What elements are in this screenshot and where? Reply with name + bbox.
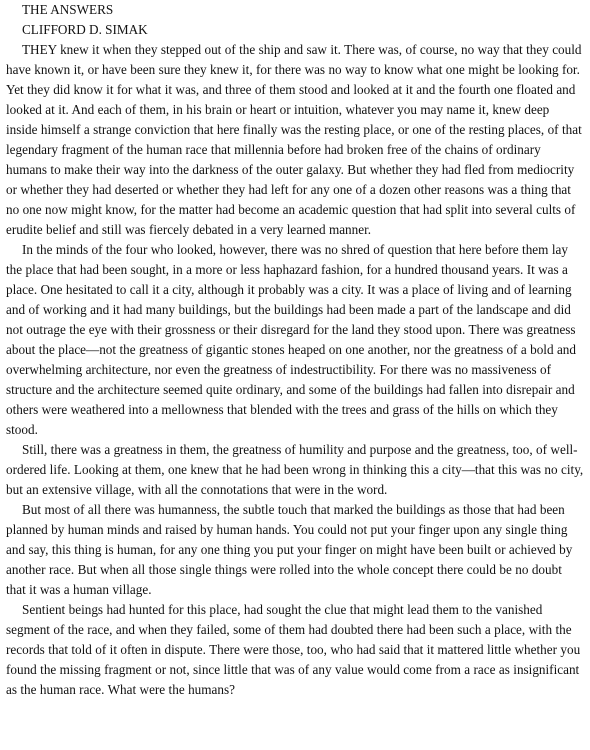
story-paragraph-4: But most of all there was humanness, the subtle touch that marked the buildings as those that had been planned by human minds and raised by human hands. You could not put your finger upon any single thing and say, this thing is human, for any one thing you put your finger on might have been built or achieved by another race. But when all those single things were rolled into the whole concept there could be no doubt that it was a human village. xyxy=(6,502,573,597)
story-author: CLIFFORD D. SIMAK xyxy=(22,22,148,37)
story-title: THE ANSWERS xyxy=(22,2,114,17)
story-paragraph-2: In the minds of the four who looked, however, there was no shred of question that here before them lay the place that had been sought, in a more or less haphazard fashion, for a hundred thousand years. It was a place. One hesitated to call it a city, although it probably was a city. It was a place of living and of learning and of working and it had many buildings, but the buildings had been made a part of the landscape and did not outrage the eye with their grossness or their disregard for the land they stood upon. There was greatness about the place—not the greatness of gigantic stones heaped on one another, nor the greatness of a bold and overwhelming architecture, nor even the greatness of indestructibility. For there was no massiveness of structure and the architecture seemed quite ordinary, and some of the buildings had fallen into disrepair and others were weathered into a mellowness that blended with the trees and grass of the hills on which they stood. xyxy=(6,242,576,437)
story-paragraph-1: THEY knew it when they stepped out of the ship and saw it. There was, of course, no way that they could have known it, or have been sure they knew it, for there was no way to know what one might be looking for. Yet they did know it for what it was, and three of them stood and looked at it and the fourth one floated and looked at it. And each of them, in his brain or heart or intuition, whatever you may name it, knew deep inside himself a strange conviction that here finally was the resting place, or one of the resting places, of that legendary fragment of the human race that millennia before had broken free of the chains of ordinary humans to make their way into the darkness of the outer galaxy. But whether they had fled from mediocrity or whether they had deserted or whether they had left for any one of a dozen other reasons was a thing that no one now might know, for the matter had become an academic question that had split into several cults of erudite belief and still was fiercely debated in a very learned manner. xyxy=(6,42,582,237)
story-paragraph-5: Sentient beings had hunted for this place, had sought the clue that might lead them to the vanished segment of the race, and when they failed, some of them had doubted there had been such a place, with the records that told of it often in dispute. There were those, too, who had said that it mattered little whether you found the missing fragment or not, since little that was of any value would come from a race as insignificant as the human race. What were the humans? xyxy=(6,602,581,697)
story-paragraph-3: Still, there was a greatness in them, the greatness of humility and purpose and the greatness, too, of well-ordered life. Looking at them, one knew that he had been wrong in thinking this a city—that this was no city, but an extensive village, with all the connotations that were in the word. xyxy=(6,442,584,497)
